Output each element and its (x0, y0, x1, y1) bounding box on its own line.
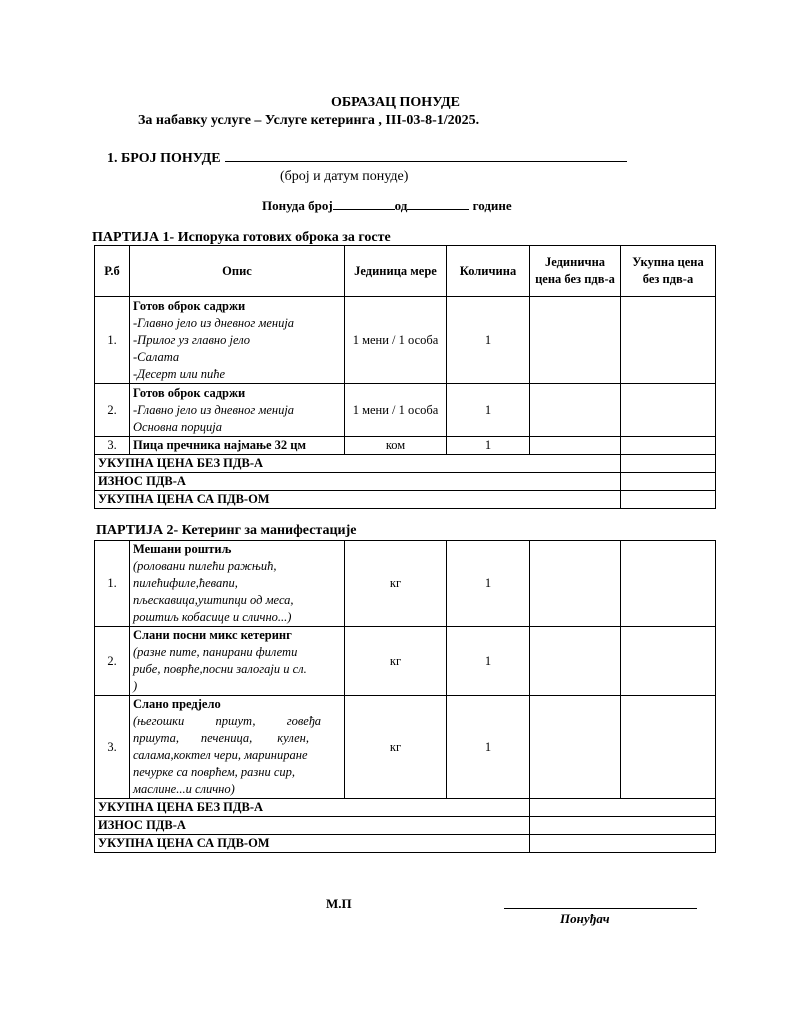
unit-price-cell[interactable] (530, 696, 621, 799)
unit-price-cell[interactable] (530, 627, 621, 696)
total-label: УКУПНА ЦЕНА БЕЗ ПДВ-А (95, 455, 621, 473)
row-number: 3. (95, 696, 130, 799)
partija2-title: ПАРТИЈА 2- Кетеринг за манифестације (96, 523, 357, 538)
row-number: 2. (95, 627, 130, 696)
ponuda-broj-field[interactable] (333, 197, 395, 210)
table-row (95, 384, 716, 437)
row-unit: 1 мени / 1 особа (345, 297, 447, 384)
row-number: 1. (95, 541, 130, 627)
row-description: Мешани роштиљ (роловани пилећи ражњић, пилећифиле,ћевапи, пљескавица,уштипци од меса, роштиљ кобасице и слично...) (130, 541, 345, 627)
row-quantity: 1 (447, 297, 530, 384)
table-row (95, 437, 716, 455)
total-price-cell[interactable] (621, 437, 716, 455)
ponuda-broj-label: Понуда број (262, 198, 333, 213)
row-unit: кг (345, 541, 447, 627)
total-value-cell[interactable] (621, 473, 716, 491)
total-label: ИЗНОС ПДВ-А (95, 817, 530, 835)
total-row (95, 835, 716, 853)
row-number: 3. (95, 437, 130, 455)
total-label: УКУПНА ЦЕНА СА ПДВ-ОМ (95, 491, 621, 509)
row-description: Слани посни микс кетеринг (разне пите, панирани филети рибе, поврће,посни залогаји и сл. ) (130, 627, 345, 696)
ponuda-date-field[interactable] (407, 197, 469, 210)
total-value-cell[interactable] (530, 817, 716, 835)
row-description: Готов оброк садржи -Главно јело из дневног менија Основна порција (130, 384, 345, 437)
table-row (95, 696, 716, 799)
unit-price-cell[interactable] (530, 437, 621, 455)
row-unit: 1 мени / 1 особа (345, 384, 447, 437)
row-unit: кг (345, 627, 447, 696)
total-label: УКУПНА ЦЕНА БЕЗ ПДВ-А (95, 799, 530, 817)
row-quantity: 1 (447, 627, 530, 696)
row-number: 2. (95, 384, 130, 437)
partija1-title: ПАРТИЈА 1- Испорука готових оброка за госте (92, 230, 391, 245)
table-header-row (95, 246, 716, 297)
total-row (95, 473, 716, 491)
od-label: од (394, 198, 408, 213)
partija2-table (94, 540, 716, 853)
row-quantity: 1 (447, 437, 530, 455)
total-price-cell[interactable] (621, 627, 716, 696)
stamp-label: М.П (326, 896, 352, 911)
signature-line[interactable] (504, 908, 697, 909)
offer-number-caption: (број и датум понуде) (280, 169, 409, 184)
total-row (95, 799, 716, 817)
unit-price-cell[interactable] (530, 384, 621, 437)
total-row (95, 455, 716, 473)
col-header-jedinica: Јединица мере (345, 246, 447, 297)
offer-number-label: 1. БРОЈ ПОНУДЕ (107, 151, 221, 166)
total-price-cell[interactable] (621, 297, 716, 384)
offer-number-field[interactable] (225, 148, 627, 162)
row-number: 1. (95, 297, 130, 384)
col-header-rb: Р.б (95, 246, 130, 297)
total-row (95, 491, 716, 509)
godine-label: године (472, 198, 512, 213)
document-subtitle: За набавку услуге – Услуге кетеринга , III-03-8-1/2025. (138, 113, 480, 128)
row-quantity: 1 (447, 696, 530, 799)
row-unit: кг (345, 696, 447, 799)
total-price-cell[interactable] (621, 696, 716, 799)
col-header-kolicina: Количина (447, 246, 530, 297)
total-price-cell[interactable] (621, 541, 716, 627)
col-header-ukupna-cena: Укупна цена без пдв-а (621, 246, 716, 297)
row-description: Готов оброк садржи -Главно јело из дневног менија -Прилог уз главно јело -Салата -Десерт или пиће (130, 297, 345, 384)
document-title: ОБРАЗАЦ ПОНУДЕ (330, 95, 461, 110)
col-header-jedinicna-cena: Јединична цена без пдв-а (530, 246, 621, 297)
total-value-cell[interactable] (530, 835, 716, 853)
total-label: ИЗНОС ПДВ-А (95, 473, 621, 491)
total-value-cell[interactable] (621, 491, 716, 509)
row-quantity: 1 (447, 541, 530, 627)
total-price-cell[interactable] (621, 384, 716, 437)
row-quantity: 1 (447, 384, 530, 437)
signature-label: Понуђач (560, 911, 610, 926)
partija1-table (94, 245, 716, 509)
ponuda-broj-line (262, 197, 512, 214)
total-row (95, 817, 716, 835)
table-row (95, 627, 716, 696)
offer-number-line (107, 148, 627, 167)
total-value-cell[interactable] (621, 455, 716, 473)
total-value-cell[interactable] (530, 799, 716, 817)
table-row (95, 297, 716, 384)
col-header-opis: Опис (130, 246, 345, 297)
row-unit: ком (345, 437, 447, 455)
total-label: УКУПНА ЦЕНА СА ПДВ-ОМ (95, 835, 530, 853)
unit-price-cell[interactable] (530, 541, 621, 627)
row-description: Слано предјело (његошки пршут, говеђа пршута, печеница, кулен, салама,коктел чери, мариниране печурке са поврћем, разни сир, маслине...и слично) (130, 696, 345, 799)
row-description: Пица пречника најмање 32 цм (130, 437, 345, 455)
table-row (95, 541, 716, 627)
unit-price-cell[interactable] (530, 297, 621, 384)
